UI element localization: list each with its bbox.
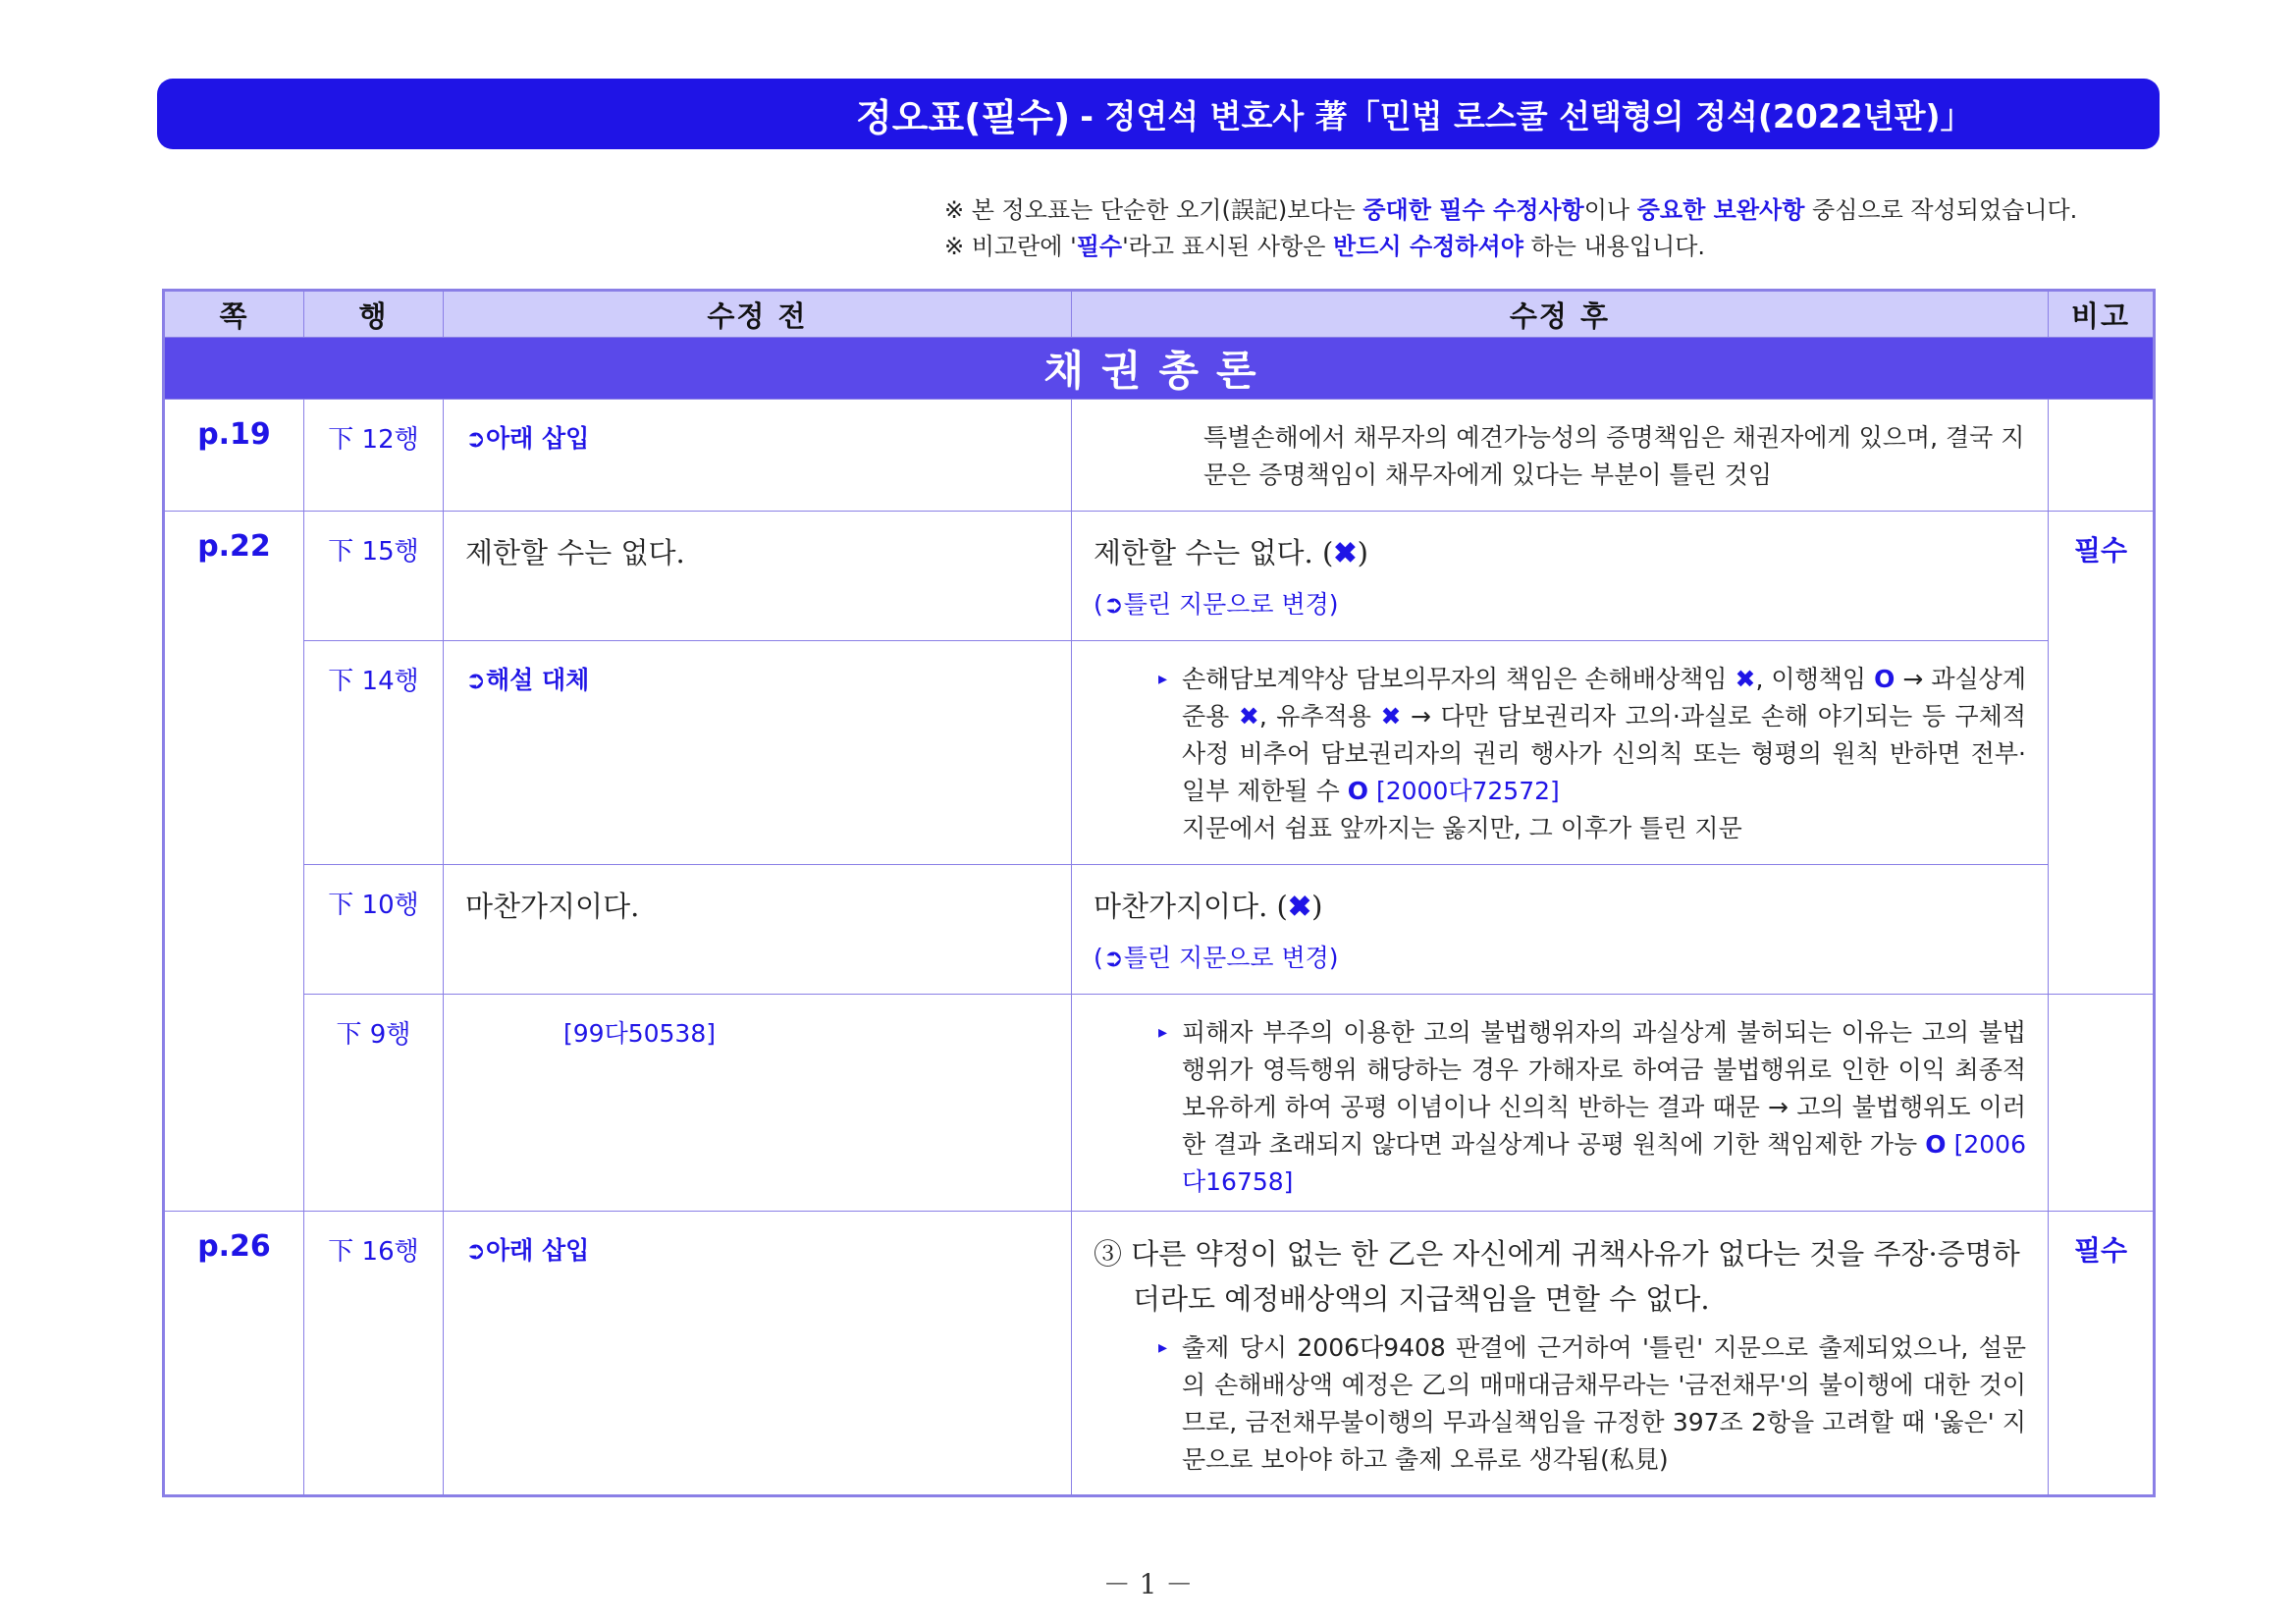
insert-instruction: ➲아래 삽입 — [465, 424, 590, 453]
bullet-icon: ▸ — [1158, 1337, 1168, 1358]
table-row — [164, 512, 2155, 641]
explanation-tail: 지문에서 쉼표 앞까지는 옳지만, 그 이후가 틀린 지문 — [1182, 814, 1742, 842]
before-text: 마찬가지이다. — [465, 890, 640, 923]
explanation-block — [1158, 1329, 2026, 1479]
table-row — [164, 865, 2155, 995]
row-line: 下 15행 — [304, 512, 444, 641]
row-before — [444, 995, 1072, 1212]
row-after — [1072, 400, 2049, 512]
row-page: p.19 — [164, 400, 304, 512]
explanation-text: → 다만 담보권리자 고의·과실로 손해 야기되는 등 구체적 사정 비추어 담보권리자의 권리 행사가 신의칙 또는 형평의 원칙 반하면 전부·일부 제한될 수 — [1182, 702, 2026, 805]
explanation-text: 손해담보계약상 담보의무자의 책임은 손해배상책임 — [1182, 665, 1735, 693]
after-text — [1094, 885, 2026, 925]
x-mark-icon: ✖ — [1238, 702, 1259, 731]
table-row — [164, 400, 2155, 512]
choice-statement: ③ 다른 약정이 없는 한 乙은 자신에게 귀책사유가 없다는 것을 주장·증명하더라도 예정배상액의 지급책임을 면할 수 없다. — [1094, 1237, 2020, 1316]
row-line: 下 10행 — [304, 865, 444, 995]
row-after — [1072, 1212, 2049, 1496]
title-bar — [157, 79, 2160, 149]
o-mark-icon: O — [1347, 777, 1369, 805]
o-mark-icon: O — [1925, 1130, 1947, 1159]
row-line: 下 9행 — [304, 995, 444, 1212]
x-mark-icon: ✖ — [1380, 702, 1402, 731]
page-title: 정오표(필수) — [856, 95, 1071, 139]
section-title: 채권총론 — [164, 338, 2155, 400]
replace-instruction: ➲해설 대체 — [465, 666, 590, 694]
before-text: 제한할 수는 없다. — [465, 536, 685, 569]
after-paren: ) — [1357, 536, 1368, 569]
row-note — [2049, 995, 2155, 1212]
row-before — [444, 1212, 1072, 1496]
explanation-text: → 과실상계 준용 — [1182, 665, 2026, 731]
header-note: 비고 — [2049, 291, 2155, 338]
page-subtitle: - 정연석 변호사 著「민법 로스쿨 선택형의 정석(2022년판)」 — [1080, 96, 1973, 135]
x-mark-icon: ✖ — [1333, 536, 1358, 569]
o-mark-icon: O — [1874, 665, 1896, 693]
explanation-block — [1158, 1014, 2026, 1201]
notes — [944, 192, 2077, 265]
row-line: 下 14행 — [304, 641, 444, 865]
after-text — [1094, 531, 2026, 571]
header-page: 쪽 — [164, 291, 304, 338]
header-after: 수정 후 — [1072, 291, 2049, 338]
after-text: 특별손해에서 채무자의 예견가능성의 증명책임은 채권자에게 있으며, 결국 지문은 증명책임이 채무자에게 있다는 부분이 틀린 것임 — [1203, 423, 2025, 489]
bullet-icon: ▸ — [1158, 1022, 1168, 1043]
note-emphasis: 중요한 보완사항 — [1636, 196, 1805, 224]
header-before: 수정 전 — [444, 291, 1072, 338]
row-before — [444, 400, 1072, 512]
explanation-block — [1158, 661, 2026, 847]
section-row — [164, 338, 2155, 400]
table-row — [164, 1212, 2155, 1496]
row-line: 下 16행 — [304, 1212, 444, 1496]
explanation-text: 피해자 부주의 이용한 고의 불법행위자의 과실상계 불허되는 이유는 고의 불법행위가 영득행위 해당하는 경우 가해자로 하여금 불법행위로 인한 이익 최종적 보유하게 하여 공평 이념이나 신의칙 반하는 결과 때문 → 고의 불법행위도 이러한 결과 초래되지 않다면 과실상계나 공평 원칙에 기한 책임제한 가능 — [1182, 1018, 2026, 1159]
row-before — [444, 865, 1072, 995]
note-line-1 — [944, 192, 2077, 229]
bullet-icon: ▸ — [1158, 669, 1168, 689]
table-row — [164, 641, 2155, 865]
row-note — [2049, 400, 2155, 512]
note-line-2 — [944, 229, 2077, 265]
header-line: 행 — [304, 291, 444, 338]
note-text: ※ 본 정오표는 단순한 오기(誤記)보다는 — [944, 196, 1363, 224]
after-paren: ) — [1311, 890, 1323, 923]
x-mark-icon: ✖ — [1287, 890, 1312, 923]
case-citation: [99다50538] — [563, 1019, 716, 1048]
note-emphasis: 필수 — [1076, 233, 1123, 260]
case-citation: [2006다16758] — [1182, 1130, 2026, 1196]
note-text: ※ 비고란에 ' — [944, 233, 1077, 260]
row-after — [1072, 641, 2049, 865]
explanation-text: , 이행책임 — [1755, 665, 1875, 693]
x-mark-icon: ✖ — [1735, 665, 1756, 693]
row-after — [1072, 512, 2049, 641]
table-row — [164, 995, 2155, 1212]
insert-instruction: ➲아래 삽입 — [465, 1236, 590, 1265]
row-note: 필수 — [2049, 512, 2155, 995]
after-sentence: 제한할 수는 없다. ( — [1094, 536, 1334, 569]
explanation-text: 출제 당시 2006다9408 판결에 근거하여 '틀린' 지문으로 출제되었으나, 설문의 손해배상액 예정은 乙의 매매대금채무라는 '금전채무'의 불이행에 대한 것이므로, 금전채무불이행의 무과실책임을 규정한 397조 2항을 고려할 때 '옳은' 지문으로 보아야 하고 출제 오류로 생각됨(私見) — [1182, 1333, 2026, 1474]
errata-table — [162, 289, 2156, 1497]
change-note: (➲틀린 지문으로 변경) — [1094, 590, 1339, 619]
row-page: p.22 — [164, 512, 304, 1212]
table-header-row — [164, 291, 2155, 338]
case-citation: [2000다72572] — [1375, 777, 1560, 805]
page-number: － 1 － — [1102, 1568, 1194, 1600]
row-before — [444, 512, 1072, 641]
note-text: '라고 표시된 사항은 — [1122, 233, 1334, 260]
note-emphasis: 중대한 필수 수정사항 — [1362, 196, 1584, 224]
row-before — [444, 641, 1072, 865]
row-line: 下 12행 — [304, 400, 444, 512]
row-note: 필수 — [2049, 1212, 2155, 1496]
row-after — [1072, 995, 2049, 1212]
explanation-text: , 유추적용 — [1258, 702, 1381, 731]
change-note: (➲틀린 지문으로 변경) — [1094, 944, 1339, 972]
note-text: 중심으로 작성되었습니다. — [1804, 196, 2078, 224]
row-after — [1072, 865, 2049, 995]
row-page: p.26 — [164, 1212, 304, 1496]
after-sentence: 마찬가지이다. ( — [1094, 890, 1288, 923]
note-text: 하는 내용입니다. — [1522, 233, 1706, 260]
note-emphasis: 반드시 수정하셔야 — [1333, 233, 1523, 260]
note-text: 이나 — [1583, 196, 1637, 224]
